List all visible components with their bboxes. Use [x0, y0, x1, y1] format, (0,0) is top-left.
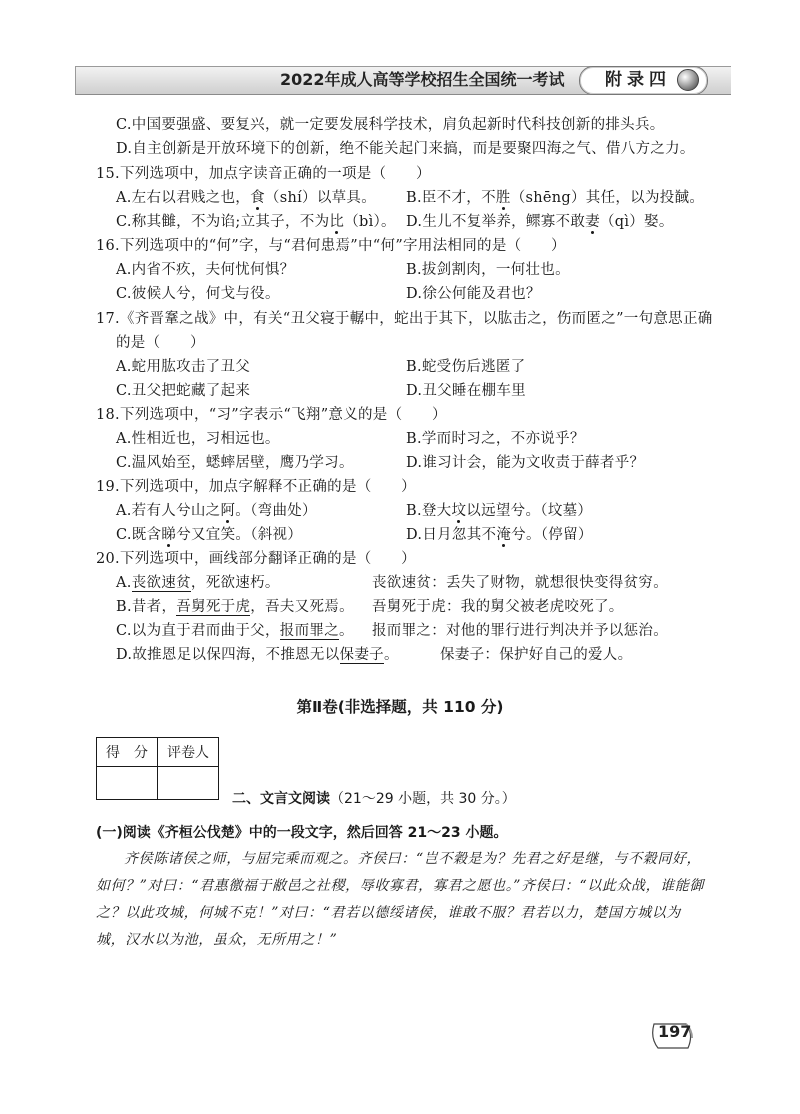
q18-option-c: C.温风始至，蟋蟀居壁，鹰乃学习。	[116, 455, 354, 471]
q17-option-d: D.丑父睡在棚车里	[406, 383, 526, 399]
q20-option-d: D.故推恩足以保四海，不推恩无以保妻子。	[116, 647, 399, 663]
decorative-ball-icon	[677, 69, 699, 91]
passage-heading: (一)阅读《齐桓公伐楚》中的一段文字，然后回答 21～23 小题。	[96, 825, 508, 841]
q17-option-a: A.蛇用肱攻击了丑父	[116, 359, 251, 375]
passage-text: 齐侯陈诸侯之师，与屈完乘而观之。齐侯曰：“岂不穀是为？先君之好是继，与不穀同好，如何？”对曰：“君惠徼福于敝邑之社稷，辱收寡君，寡君之愿也。”齐侯曰：“以此众战，谁能御之？以此攻城，何城不克！”对曰：“君若以德绥诸侯，谁敢不服？君若以力，楚国方城以为城，汉水以为池，虽众，无所用之！”	[96, 851, 705, 948]
q15-option-b: B.臣不才，不胜（shēng）其任，以为投馘。	[406, 190, 705, 206]
score-header: 得 分	[97, 738, 158, 767]
grader-cell[interactable]	[158, 767, 219, 800]
grader-header: 评卷人	[158, 738, 219, 767]
question-19: 19.下列选项中，加点字解释不正确的是（ ）	[96, 479, 416, 495]
option-c-line: C.中国要强盛、要复兴，就一定要发展科学技术，肩负起新时代科技创新的排头兵。	[116, 117, 665, 133]
question-16: 16.下列选项中的“何”字，与“君何患焉”中“何”字用法相同的是（ ）	[96, 238, 566, 254]
q19-option-b: B.登大坟以远望兮。（坟墓）	[406, 503, 593, 519]
q17-option-c: C.丑父把蛇藏了起来	[116, 383, 251, 399]
q18-option-b: B.学而时习之，不亦说乎？	[406, 431, 585, 447]
section-title: 第Ⅱ卷(非选择题，共 110 分)	[296, 698, 504, 716]
q20-option-c-translation: 报而罪之：对他的罪行进行判决并予以惩治。	[372, 623, 668, 639]
question-17-cont: 的是（ ）	[116, 335, 205, 351]
q15-option-c: C.称其雠，不为谄;立其子，不为比（bì）。	[116, 214, 396, 230]
q16-option-d: D.徐公何能及君也？	[406, 286, 541, 302]
question-17: 17.《齐晋鞌之战》中，有关“丑父寝于轏中，蛇出于其下，以肱击之，伤而匿之”一句意思正确	[96, 311, 713, 327]
question-18: 18.下列选项中，“习”字表示“飞翔”意义的是（ ）	[96, 407, 447, 423]
q20-option-b: B.昔者，吾舅死于虎，吾夫又死焉。	[116, 599, 354, 615]
page-number: 197	[658, 1022, 692, 1041]
score-table	[96, 737, 219, 800]
appendix-tab-label: 附录四	[605, 70, 671, 90]
q19-option-d: D.日月忽其不淹兮。（停留）	[406, 527, 593, 543]
question-20: 20.下列选项中，画线部分翻译正确的是（ ）	[96, 551, 416, 567]
q18-option-d: D.谁习计会，能为文收责于薛者乎？	[406, 455, 645, 471]
q15-option-d: D.生儿不复举养，鳏寡不敢妻（qì）娶。	[406, 214, 674, 230]
option-d-line: D.自主创新是开放环境下的创新，绝不能关起门来搞，而是要聚四海之气、借八方之力。	[116, 141, 695, 157]
score-cell[interactable]	[97, 767, 158, 800]
q20-option-d-translation: 保妻子：保护好自己的爱人。	[440, 647, 633, 663]
q16-option-a: A.内省不疚，夫何忧何惧？	[116, 262, 295, 278]
q20-option-b-translation: 吾舅死于虎：我的舅父被老虎咬死了。	[372, 599, 624, 615]
q18-option-a: A.性相近也，习相远也。	[116, 431, 280, 447]
section-subtitle: 二、文言文阅读（21～29 小题，共 30 分。）	[232, 791, 516, 807]
q20-option-c: C.以为直于君而曲于父，报而罪之。	[116, 623, 354, 639]
q17-option-b: B.蛇受伤后逃匿了	[406, 359, 526, 375]
q16-option-b: B.拔剑割肉，一何壮也。	[406, 262, 570, 278]
q16-option-c: C.彼候人兮，何戈与役。	[116, 286, 280, 302]
q20-option-a-translation: 丧欲速贫：丢失了财物，就想很快变得贫穷。	[372, 575, 668, 591]
exam-title: 2022年成人高等学校招生全国统一考试	[280, 70, 565, 89]
q20-option-a: A.丧欲速贫，死欲速朽。	[116, 575, 280, 591]
q19-option-c: C.既含睇兮又宜笑。（斜视）	[116, 527, 303, 543]
q19-option-a: A.若有人兮山之阿。（弯曲处）	[116, 503, 317, 519]
question-15: 15.下列选项中，加点字读音正确的一项是（ ）	[96, 166, 431, 182]
q15-option-a: A.左右以君贱之也，食（shí）以草具。	[116, 190, 377, 206]
